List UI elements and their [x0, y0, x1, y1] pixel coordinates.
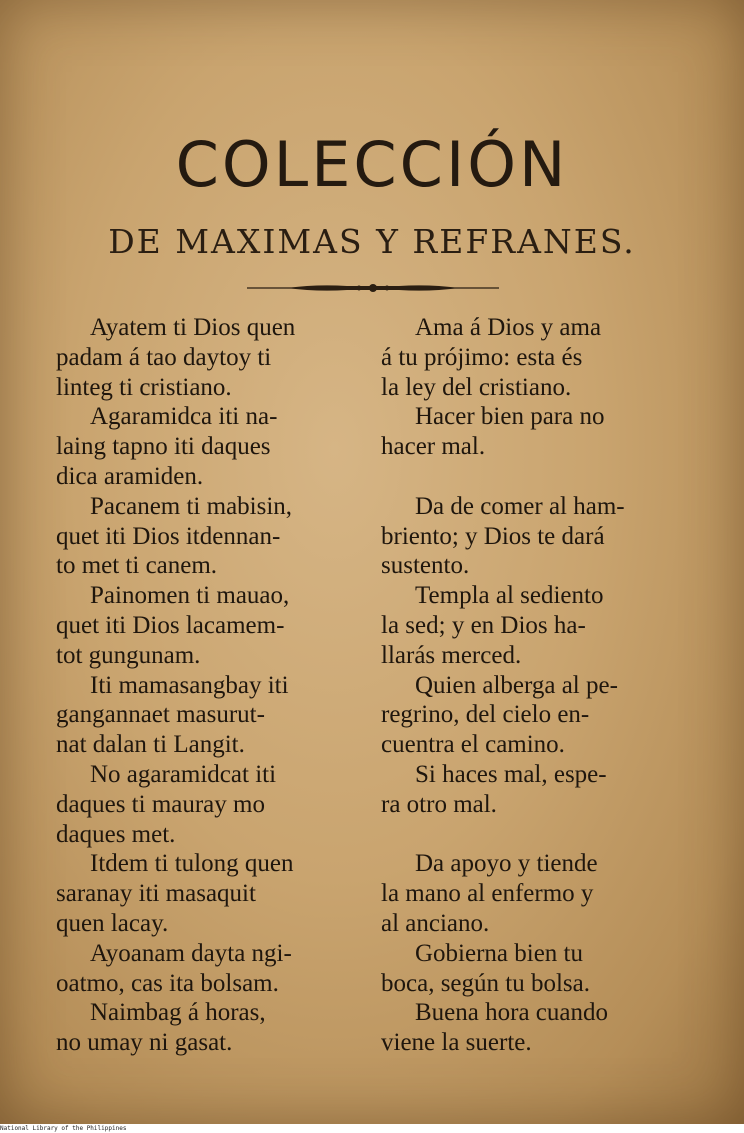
text-line: la ley del cristiano. — [381, 373, 572, 401]
text-line: oatmo, cas ita bolsam. — [56, 969, 279, 997]
ilocano-proverb — [56, 492, 354, 581]
text-line: Agaramidca iti na- — [90, 403, 278, 431]
spanish-proverb — [381, 760, 683, 820]
text-line: viene la suerte. — [381, 1029, 532, 1057]
ilocano-proverb — [56, 581, 354, 670]
text-line: linteg ti cristiano. — [56, 373, 232, 401]
text-line: Da apoyo y tiende — [415, 850, 598, 878]
text-line: boca, según tu bolsa. — [381, 969, 590, 997]
text-line: quet iti Dios itdennan- — [56, 522, 281, 550]
text-line: Gobierna bien tu — [415, 939, 584, 967]
spanish-proverb — [381, 313, 683, 402]
text-line: saranay iti masaquit — [56, 880, 256, 908]
text-line: cuentra el camino. — [381, 731, 565, 759]
ilocano-proverb — [56, 313, 354, 402]
spanish-proverb — [381, 939, 683, 999]
text-line: al anciano. — [381, 909, 490, 937]
text-line: Buena hora cuando — [415, 999, 608, 1027]
spanish-proverb — [381, 998, 683, 1058]
text-line: daques met. — [56, 820, 176, 848]
text-line: no umay ni gasat. — [56, 1029, 233, 1057]
ornament-divider-icon — [247, 280, 499, 296]
text-line: llarás merced. — [381, 641, 522, 669]
spanish-proverb — [381, 581, 683, 670]
text-line: to met ti canem. — [56, 552, 218, 580]
text-line: quen lacay. — [56, 909, 169, 937]
text-line: la mano al enfermo y — [381, 880, 594, 908]
text-line: daques ti mauray mo — [56, 790, 265, 818]
text-line: nat dalan ti Langit. — [56, 731, 245, 759]
text-line: regrino, del cielo en- — [381, 701, 590, 729]
library-footer: National Library of the Philippines — [0, 1125, 127, 1132]
text-line: ra otro mal. — [381, 790, 497, 818]
spacer — [381, 462, 683, 492]
text-line: Painomen ti mauao, — [90, 582, 290, 610]
text-line: Iti mamasangbay iti — [90, 671, 289, 699]
spanish-proverb — [381, 671, 683, 760]
text-line: Templa al sediento — [415, 582, 604, 610]
text-line: Ama á Dios y ama — [415, 314, 602, 341]
text-line: hacer mal. — [381, 433, 486, 461]
text-line: No agaramidcat iti — [90, 760, 277, 788]
text-line: padam á tao daytoy ti — [56, 343, 272, 371]
ilocano-column — [56, 313, 354, 1058]
text-line: dica aramiden. — [56, 462, 204, 490]
ilocano-proverb — [56, 939, 354, 999]
page-title: COLECCIÓN — [175, 128, 569, 201]
text-line: quet iti Dios lacamem- — [56, 611, 285, 639]
text-line: Si haces mal, espe- — [415, 760, 607, 788]
text-line: Itdem ti tulong quen — [90, 850, 294, 878]
ilocano-proverb — [56, 849, 354, 938]
ilocano-proverb — [56, 998, 354, 1058]
spanish-column — [381, 313, 683, 1058]
ilocano-proverb — [56, 671, 354, 760]
spanish-proverb — [381, 402, 683, 462]
text-line: Ayoanam dayta ngi- — [90, 939, 292, 967]
text-line: Hacer bien para no — [415, 403, 605, 431]
ilocano-proverb — [56, 760, 354, 849]
spacer — [381, 820, 683, 850]
spanish-proverb — [381, 849, 683, 938]
text-line: Da de comer al ham- — [415, 492, 625, 520]
text-line: sustento. — [381, 552, 470, 580]
text-line: laing tapno iti daques — [56, 433, 271, 461]
text-line: Ayatem ti Dios quen — [90, 314, 296, 341]
page-subtitle: DE MAXIMAS Y REFRANES. — [108, 222, 636, 261]
text-line: Pacanem ti mabisin, — [90, 492, 293, 520]
text-line: Naimbag á horas, — [90, 999, 266, 1027]
text-line: briento; y Dios te dará — [381, 522, 605, 550]
ilocano-proverb — [56, 402, 354, 491]
text-line: la sed; y en Dios ha- — [381, 611, 586, 639]
text-line: tot gungunam. — [56, 641, 201, 669]
text-line: Quien alberga al pe- — [415, 671, 618, 699]
spanish-proverb — [381, 492, 683, 581]
text-line: á tu prójimo: esta és — [381, 343, 583, 371]
text-line: gangannaet masurut- — [56, 701, 265, 729]
